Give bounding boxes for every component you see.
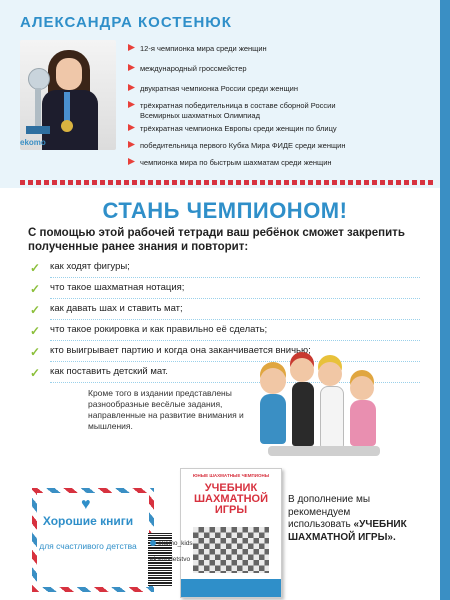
achievement-item: трёхкратная чемпионка Европы среди женщин по блицу <box>128 124 428 134</box>
achievement-item: 12-я чемпионка мира среди женщин <box>128 44 428 54</box>
bullet-arrow-icon <box>128 124 135 131</box>
medal-icon <box>61 120 73 132</box>
check-icon: ✓ <box>30 261 41 275</box>
publisher-stamp: ♥ Хорошие книги для счастливого детства <box>32 488 154 592</box>
bullet-arrow-icon <box>128 101 135 108</box>
author-photo <box>20 40 116 150</box>
recommended-book-cover: ЮНЫЕ ШАХМАТНЫЕ ЧЕМПИОНЫ УЧЕБНИК ШАХМАТНОЙ ИГРЫ <box>180 468 282 598</box>
list-item: ✓ как поставить детский мат. <box>30 365 430 386</box>
bullet-arrow-icon <box>128 141 135 148</box>
headline: СТАНЬ ЧЕМПИОНОМ! <box>102 198 348 223</box>
bullet-arrow-icon <box>128 84 135 91</box>
check-icon: ✓ <box>30 345 41 359</box>
list-item: ✓ как давать шах и ставить мат; <box>30 302 430 323</box>
check-icon: ✓ <box>30 303 41 317</box>
social-site: eksmodetstvo <box>150 556 191 563</box>
intro-text: С помощью этой рабочей тетради ваш ребёнок сможет закрепить полученные ранее знания и повторит: <box>28 227 405 253</box>
social-vk: ekomo_kids <box>150 540 193 547</box>
check-icon: ✓ <box>30 366 41 380</box>
list-item: ✓ что такое шахматная нотация; <box>30 281 430 302</box>
spine-strip <box>440 0 450 600</box>
check-icon: ✓ <box>30 324 41 338</box>
extra-text: Кроме того в издании представлены разнообразные весёлые задания, направленные на развитие внимания и мышления. <box>88 388 244 431</box>
achievement-item: победительница первого Кубка Мира ФИДЕ среди женщин <box>128 141 428 151</box>
divider-top <box>20 180 435 185</box>
heart-icon: ♥ <box>81 496 91 513</box>
check-icon: ✓ <box>30 282 41 296</box>
chessboard-icon <box>193 527 269 573</box>
author-name: АЛЕКСАНДРА КОСТЕНЮК <box>20 14 232 31</box>
achievement-item: чемпионка мира по быстрым шахматам среди женщин <box>128 158 428 168</box>
achievement-item: международный гроссмейстер <box>128 64 428 74</box>
bullet-arrow-icon <box>128 64 135 71</box>
bullet-arrow-icon <box>128 158 135 165</box>
achievement-item: двукратная чемпионка России среди женщин <box>128 84 428 94</box>
achievement-item: трёхкратная победительница в составе сборной России Всемирных шахматных Олимпиад <box>128 101 428 120</box>
recommendation-text: В дополнение мы рекомендуем использовать «УЧЕБНИК ШАХМАТНОЙ ИГРЫ». <box>288 494 407 543</box>
list-item: ✓ как ходят фигуры; <box>30 260 430 281</box>
vk-icon <box>150 540 156 546</box>
list-item: ✓ что такое рокировка и как правильно её сделать; <box>30 323 430 344</box>
kids-chess-illustration <box>260 350 390 460</box>
photo-brand: ekomo <box>20 138 46 147</box>
list-item: ✓ кто выигрывает партию и когда она заканчивается вничью; <box>30 344 430 365</box>
bullet-arrow-icon <box>128 44 135 51</box>
trophy-icon <box>28 68 50 90</box>
